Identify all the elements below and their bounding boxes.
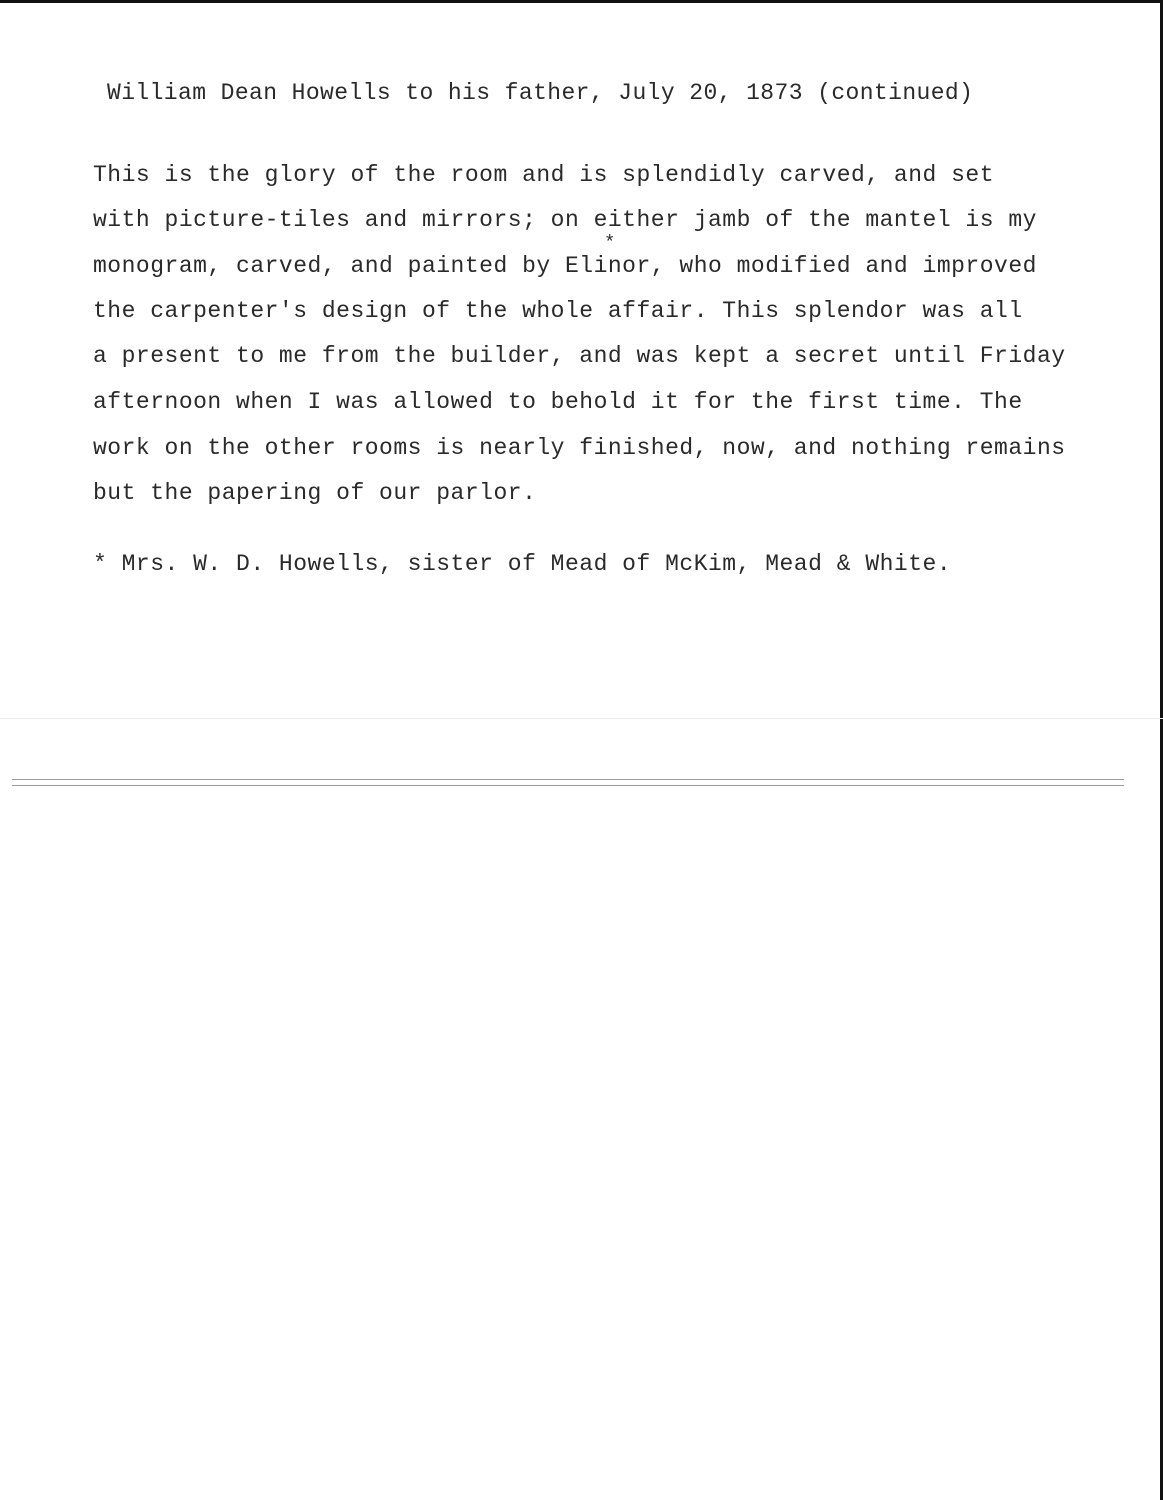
fold-line: [0, 718, 1163, 719]
body-line-3: monogram, carved, and painted by Elinor, who modified and improved: [93, 253, 1037, 279]
footnote-text: * Mrs. W. D. Howells, sister of Mead of McKim, Mead & White.: [93, 551, 952, 577]
body-line-8: but the papering of our parlor.: [93, 480, 537, 506]
body-line-5: a present to me from the builder, and was kept a secret until Friday: [93, 343, 1066, 369]
body-line-7: work on the other rooms is nearly finished, now, and nothing remains: [93, 435, 1066, 461]
body-line-4: the carpenter's design of the whole affair. This splendor was all: [93, 298, 1023, 324]
top-edge-rule: [0, 0, 1163, 3]
double-rule-divider: [12, 779, 1124, 786]
body-line-2: with picture-tiles and mirrors; on either jamb of the mantel is my: [93, 207, 1037, 233]
body-line-6: afternoon when I was allowed to behold it for the first time. The: [93, 389, 1023, 415]
footnote-marker: *: [604, 232, 616, 254]
page-heading: William Dean Howells to his father, July 20, 1873 (continued): [107, 80, 974, 106]
body-line-1: This is the glory of the room and is splendidly carved, and set: [93, 162, 995, 188]
